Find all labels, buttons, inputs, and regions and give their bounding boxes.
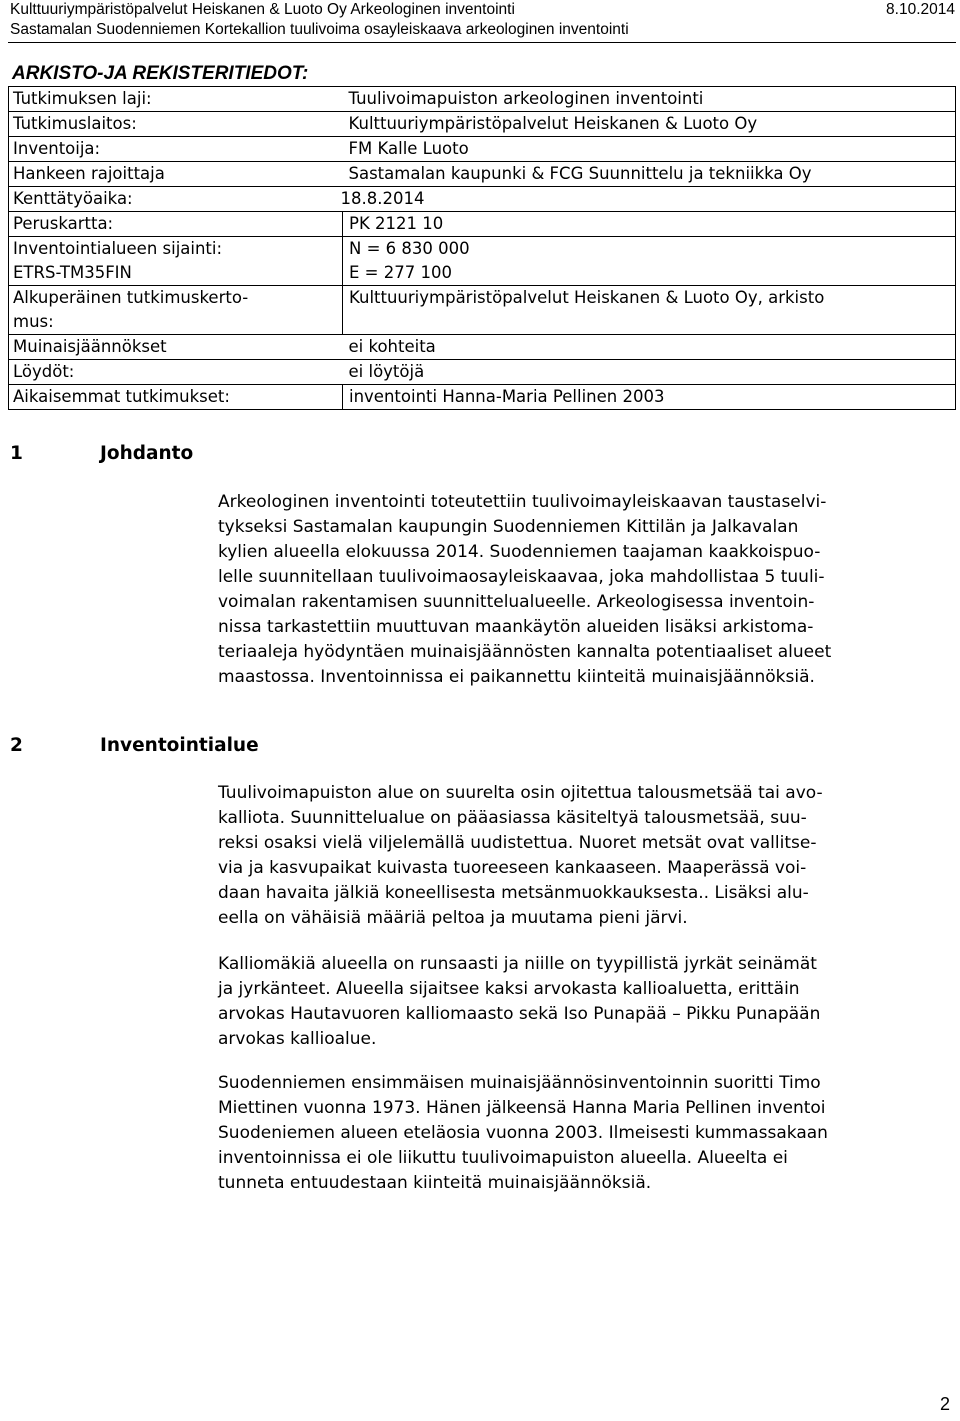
coordinate-e: E = 277 100: [349, 263, 452, 282]
text-line: inventoinnissa ei ole liikuttu tuulivoimapuiston alueella. Alueelta ei: [218, 1148, 788, 1168]
location-label: Inventointialueen sijainti:: [13, 239, 223, 258]
text-line: voimalan rakentamisen suunnittelualueelle. Arkeologisessa inventoin-: [218, 592, 815, 612]
header-line-2: Sastamalan Suodenniemen Kortekallion tuulivoima osayleiskaava arkeologinen inventointi: [10, 21, 629, 38]
text-line: Arkeologinen inventointi toteutettiin tuulivoimayleiskaavan taustaselvi-: [218, 492, 827, 512]
row-value: ei löytöjä: [343, 360, 956, 385]
row-value: inventointi Hanna-Maria Pellinen 2003: [343, 385, 956, 410]
text-line: nissa tarkastettiin muuttuvan maankäytön alueiden lisäksi arkistoma-: [218, 617, 814, 637]
section-2-paragraph-3: [218, 1071, 953, 1196]
table-row: [9, 137, 956, 162]
table-row: [9, 237, 956, 286]
row-value: [340, 187, 956, 212]
text-line: tykseksi Sastamalan kaupungin Suodenniemen Kittilän ja Jalkavalan: [218, 517, 799, 537]
archive-table: [8, 86, 956, 410]
row-value: Tuulivoimapuiston arkeologinen inventointi: [343, 87, 956, 112]
header-divider: [8, 42, 956, 43]
row-key: Tutkimuksen laji:: [9, 87, 343, 112]
text-line: kylien alueella elokuussa 2014. Suodenniemen taajaman kaakkoispuo-: [218, 542, 821, 562]
text-line: Tuulivoimapuiston alue on suurelta osin ojitettua talousmetsää tai avo-: [218, 783, 823, 803]
coordinate-n: N = 6 830 000: [349, 239, 470, 258]
row-value: PK 2121 10: [343, 212, 956, 237]
row-key: Hankeen rajoittaja: [9, 162, 343, 187]
text-line: arvokas kallioalue.: [218, 1029, 377, 1049]
section-title: Johdanto: [100, 443, 194, 464]
text-line: reksi osaksi vielä viljelemällä uudistettua. Nuoret metsät ovat vallitse-: [218, 833, 817, 853]
row-value: FM Kalle Luoto: [343, 137, 956, 162]
header-date: 8.10.2014: [886, 1, 955, 18]
row-key: [9, 237, 343, 286]
row-value: Kulttuuriympäristöpalvelut Heiskanen & Luoto Oy, arkisto: [343, 286, 956, 335]
row-value: Sastamalan kaupunki & FCG Suunnittelu ja tekniikka Oy: [343, 162, 956, 187]
text-line: kalliota. Suunnittelualue on pääasiassa käsiteltyä talousmetsää, suu-: [218, 808, 807, 828]
text-line: daan havaita jälkiä koneellisesta metsänmuokkauksesta.. Lisäksi alu-: [218, 883, 809, 903]
archive-title: ARKISTO-JA REKISTERITIEDOT:: [12, 63, 309, 84]
row-key: Peruskartta:: [9, 212, 343, 237]
table-row: [9, 112, 956, 137]
text-line: teriaaleja hyödyntäen muinaisjäännösten kannalta potentiaaliset alueet: [218, 642, 832, 662]
text-line: tunneta entuudestaan kiinteitä muinaisjäännöksiä.: [218, 1173, 652, 1193]
text-line: Suodenniemen ensimmäisen muinaisjäännösinventoinnin suoritti Timo: [218, 1073, 821, 1093]
table-row: [9, 162, 956, 187]
page-header: [10, 0, 955, 40]
row-value: Kulttuuriympäristöpalvelut Heiskanen & Luoto Oy: [343, 112, 956, 137]
section-number: 2: [10, 735, 23, 756]
section-1-heading: [10, 443, 193, 464]
coordinate-system: ETRS-TM35FIN: [13, 263, 132, 282]
text-line: lelle suunnitellaan tuulivoimaosayleiskaavaa, joka mahdollistaa 5 tuuli-: [218, 567, 825, 587]
original-report-label-cont: mus:: [13, 312, 54, 331]
original-report-label: Alkuperäinen tutkimuskerto-: [13, 288, 249, 307]
text-line: Kalliomäkiä alueella on runsaasti ja niille on tyypillistä jyrkät seinämät: [218, 954, 817, 974]
table-row: [9, 187, 956, 212]
row-key: Aikaisemmat tutkimukset:: [9, 385, 343, 410]
section-2-paragraph-2: [218, 952, 953, 1052]
row-key: Muinaisjäännökset: [9, 335, 343, 360]
row-key: [9, 286, 343, 335]
header-line-1: Kulttuuriympäristöpalvelut Heiskanen & Luoto Oy Arkeologinen inventointi: [10, 1, 515, 18]
table-row: [9, 335, 956, 360]
text-line: arvokas Hautavuoren kalliomaasto sekä Iso Punapää – Pikku Punapään: [218, 1004, 821, 1024]
section-title: Inventointialue: [100, 735, 259, 756]
text-line: via ja kasvupaikat kuivasta tuoreeseen kankaaseen. Maaperässä voi-: [218, 858, 807, 878]
section-number: 1: [10, 443, 23, 464]
section-2-paragraph-1: [218, 781, 953, 931]
text-line: ja jyrkänteet. Alueella sijaitsee kaksi arvokasta kallioaluetta, erittäin: [218, 979, 800, 999]
row-value: [343, 237, 956, 286]
table-row: [9, 360, 956, 385]
text-line: eella on vähäisiä määriä peltoa ja muutama pieni järvi.: [218, 908, 688, 928]
row-key: Kenttätyöaika:: [9, 187, 343, 212]
text-line: maastossa. Inventoinnissa ei paikannettu kiinteitä muinaisjäännöksiä.: [218, 667, 815, 687]
row-value: ei kohteita: [343, 335, 956, 360]
text-line: Suodeniemen alueen eteläosia vuonna 2003. Ilmeisesti kummassakaan: [218, 1123, 828, 1143]
row-key: Löydöt:: [9, 360, 343, 385]
section-1-paragraph: [218, 490, 953, 690]
text-line: Miettinen vuonna 1973. Hänen jälkeensä Hanna Maria Pellinen inventoi: [218, 1098, 826, 1118]
section-2-heading: [10, 735, 259, 756]
page-number: 2: [939, 1394, 950, 1414]
row-key: Inventoija:: [9, 137, 343, 162]
fieldwork-date: 18.8.2014: [340, 189, 425, 208]
table-row: [9, 385, 956, 410]
table-row: [9, 212, 956, 237]
row-key: Tutkimuslaitos:: [9, 112, 343, 137]
table-row: [9, 87, 956, 112]
table-row: [9, 286, 956, 335]
